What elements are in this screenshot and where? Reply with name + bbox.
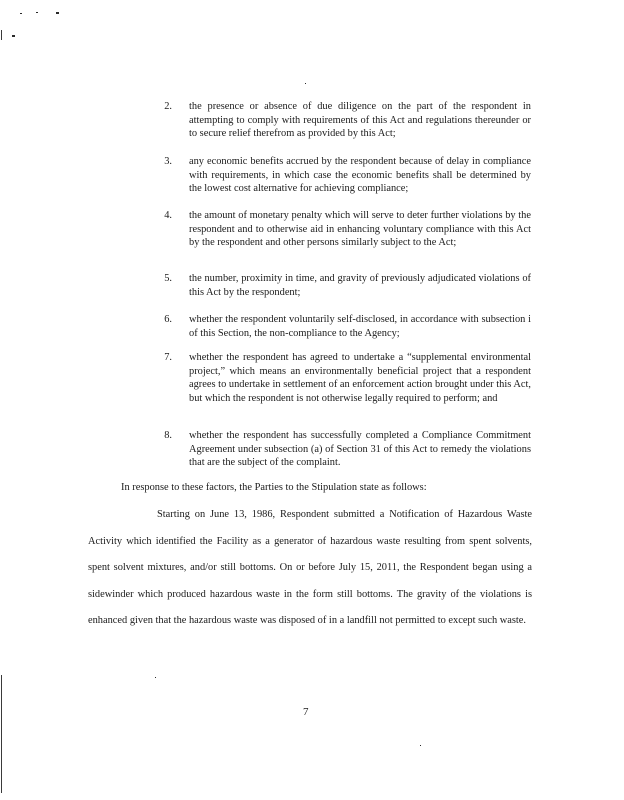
list-item-number: 8. [164,430,172,441]
intro-line: In response to these factors, the Parties to the Stipulation state as follows: [121,482,427,493]
list-item-number: 7. [164,352,172,363]
scan-speck [420,745,421,746]
list-item-number: 4. [164,210,172,221]
scan-speck [36,12,38,13]
scan-speck [305,83,306,84]
list-item-text: whether the respondent voluntarily self-disclosed, in accordance with subsection i of this Section, the non-compliance to the Agency; [189,314,531,339]
list-item-number: 6. [164,314,172,325]
scan-speck [12,35,15,37]
scan-edge-line [1,30,2,40]
page-number: 7 [303,706,309,718]
list-item-text: any economic benefits accrued by the respondent because of delay in compliance with requirements, in which case the economic benefits shall be determined by the lowest cost alternative for achieving compliance; [189,156,531,195]
scan-edge-line [1,675,2,793]
list-item-number: 3. [164,156,172,167]
list-item-text: the amount of monetary penalty which will serve to deter further violations by the respondent and to otherwise aid in enhancing voluntary compliance with this Act by the respondent and other persons similarly subject to the Act; [189,210,531,249]
list-item-text: the presence or absence of due diligence on the part of the respondent in attempting to comply with requirements of this Act and regulations thereunder or to secure relief therefrom as provided by this Act; [189,101,531,140]
scan-speck [20,13,22,14]
list-item-text: the number, proximity in time, and gravity of previously adjudicated violations of this Act by the respondent; [189,273,531,298]
scan-speck [155,677,156,678]
list-item-number: 2. [164,101,172,112]
list-item-text: whether the respondent has agreed to undertake a “supplemental environmental project,” which means an environmentally beneficial project that a respondent agrees to undertake in settlement of an enforcement action brought under this Act, but which the respondent is not otherwise legally required to perform; and [189,352,531,404]
list-item-number: 5. [164,273,172,284]
body-paragraph: Starting on June 13, 1986, Respondent submitted a Notification of Hazardous Waste Activity which identified the Facility as a generator of hazardous waste resulting from spent solvents, spent solvent mixtures, and/or still bottoms. On or before July 15, 2011, the Respondent began using a sidewinder which produced hazardous waste in the form still bottoms. The gravity of the violations is enhanced given that the hazardous waste was disposed of in a landfill not permitted to except such waste. [88,509,532,627]
list-item-text: whether the respondent has successfully completed a Compliance Commitment Agreement under subsection (a) of Section 31 of this Act to remedy the violations that are the subject of the complaint. [189,430,531,469]
scan-speck [56,12,59,14]
